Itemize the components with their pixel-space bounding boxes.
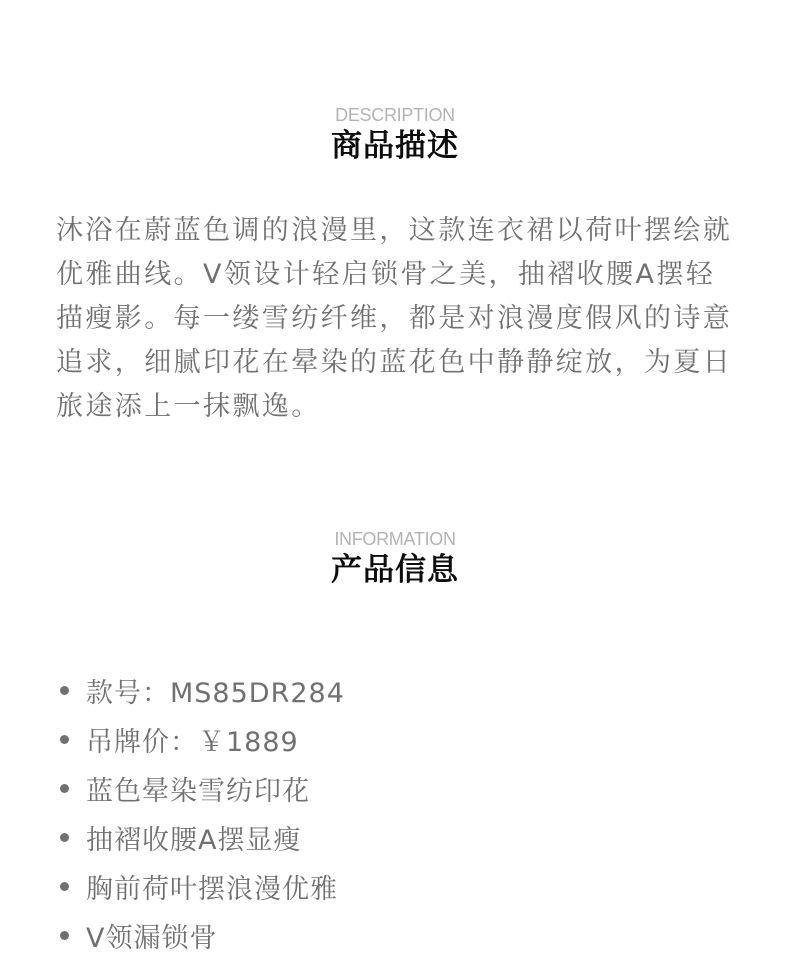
bullet-icon	[60, 784, 69, 793]
info-item-text: V领漏锁骨	[86, 923, 218, 954]
info-item-text: 蓝色晕染雪纺印花	[86, 776, 310, 807]
bullet-icon	[60, 735, 69, 744]
information-header	[0, 528, 790, 590]
info-item-style-number	[60, 666, 345, 715]
description-eyebrow: DESCRIPTION	[335, 105, 455, 125]
bullet-icon	[60, 931, 69, 940]
info-item-text: 款号：MS85DR284	[86, 678, 345, 709]
bullet-icon	[60, 833, 69, 842]
info-item-text: 吊牌价：￥1889	[86, 727, 299, 758]
info-item-tag-price	[60, 715, 345, 764]
description-title: 商品描述	[331, 128, 459, 164]
bullet-icon	[60, 686, 69, 695]
description-header	[0, 104, 790, 166]
info-item-waist	[60, 813, 345, 862]
info-item-fabric	[60, 764, 345, 813]
info-item-neckline	[60, 911, 345, 960]
product-info-list	[60, 666, 345, 960]
information-eyebrow: INFORMATION	[334, 529, 456, 549]
information-title: 产品信息	[331, 552, 459, 588]
info-item-text: 抽褶收腰A摆显瘦	[86, 825, 302, 856]
bullet-icon	[60, 882, 69, 891]
description-body: 沐浴在蔚蓝色调的浪漫里，这款连衣裙以荷叶摆绘就优雅曲线。V领设计轻启锁骨之美，抽褶收腰A摆轻描瘦影。每一缕雪纺纤维，都是对浪漫度假风的诗意追求，细腻印花在晕染的蓝花色中静静绽放，为夏日旅途添上一抹飘逸。	[56, 215, 733, 422]
info-item-text: 胸前荷叶摆浪漫优雅	[86, 874, 338, 905]
info-item-ruffle	[60, 862, 345, 911]
